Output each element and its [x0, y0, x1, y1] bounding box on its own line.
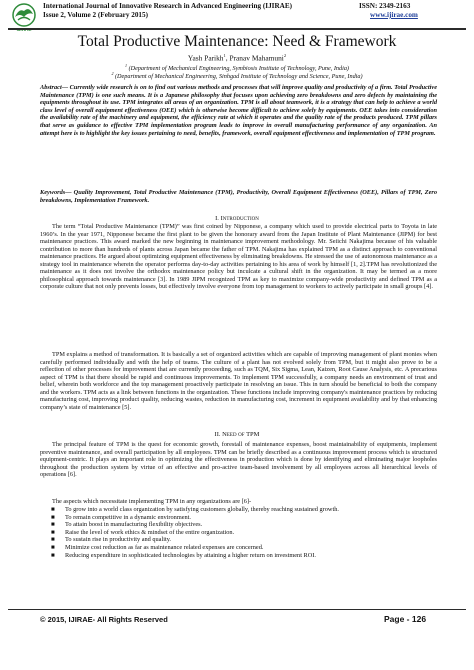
affiliation-2: [0, 71, 474, 80]
paper-authors: [0, 53, 474, 62]
author-2: , Pranav Mahamuni: [225, 53, 284, 63]
affiliation-2-mark: 2: [111, 71, 114, 76]
affiliation-1-mark: 1: [125, 63, 128, 68]
list-item: ■ To grow into a world class organization by satisfying customers globally, thereby reaching sustained growth.: [51, 506, 339, 513]
abstract: Abstract— Currently wide research is on to find out various methods and processes that will improve quality and productivity of a firm. Total Productive Maintenance (TPM) is one such means. It is a Japanese philosophy that focuses upon achieving zero breakdowns and zero defects by maintaining the equipments throughout its use. TPM integrates all areas of an organization. TPM is all about teamwork, it is a strategy that can help to achieve a world class level of overall equipment effectiveness (OEE) which is otherwise become difficult to achieve solely by equipments. OEE takes into consideration the availability rate of the machinery and equipment, the efficiency rate at which it operates and the quality rate of the products produced. TPM pillars that serve as guidance to effective TPM implementation program leads to improve in overall manufacturing performance of any organization. An attempt here is to highlight the key issues pertaining to need, benefits, framework, overall equipment effectiveness and implementation of TPM program.: [40, 84, 437, 137]
need-paragraph-1: The principal feature of TPM is the quest for economic growth, forestall of maintenance expenses, boost maintainability of equipments, implement preventive maintenance, and overall participation by all employees. TPM can be briefly described as a continuous improvement process which is structured equipment-centric. It plays an important role in optimizing the effectiveness in production which is done by identifying and eliminating major loopholes throughout the production system by virtue of an effective and pro-active team-based involvement by all employees across all hierarchical levels of operations [6].: [40, 441, 437, 479]
bullet-icon: ■: [51, 551, 55, 559]
affiliation-1-text: (Department of Mechanical Engineering, Symbiosis Institute of Technology, Pune, India): [127, 65, 349, 73]
list-item: ■ To attain boost in manufacturing flexibility objectives.: [51, 521, 203, 529]
bullet-icon: ■: [51, 521, 55, 529]
journal-website-link[interactable]: www.ijirae.com: [370, 11, 418, 19]
bullet-icon: ■: [51, 506, 55, 513]
intro-paragraph-1: The term “Total Productive Maintenance (TPM)” was first coined by Nipponese, a company which used to provide electrical parts to Toyota in late 1960’s. In the year 1971, Nipponese became the first plant to be given the honorary award from the Japan Institute of Plant Maintenance (JIPM) for best maintenance practices. This award marked the new beginning in maintenance improvement methodology. Mr. Seiichi Nakajima because of his valuable contribution to more than hundreds of plants across Japan became the father of TPM. Nakajima has explained TPM as a distinct approach to conventional maintenance practices. He argued about optimizing equipment effectiveness by eliminating breakdowns. He stressed the use of autonomous maintenance as a strategy tool in maintenance wherein the operator performs day-to-day activities pertaining to his area of work by himself [1, 2].TPM has revolutionized the maintenance as it does not involve the orthodox maintenance policy but inculcate a cultural shift in the organization. It may be termed as a more philosophical approach towards maintenance [3]. In 1989 JIPM recognized TPM as key to maximize company-wide productivity and defined TPM as a corporate culture that not only prevents losses, but effectively involve everyone from top management to workers to actively participate in small groups [4].: [40, 223, 437, 291]
section-2-number: II.: [214, 431, 223, 438]
section-heading-introduction: [0, 215, 474, 222]
list-item: ■ To remain competitive in a dynamic environment.: [51, 513, 191, 521]
keywords: Keywords— Quality Improvement, Total Productive Maintenance (TPM), Productivity, Overall Equipment Effectiveness (OEE), Pillars of TPM, Zero breakdowns, Implementation Framework.: [40, 189, 437, 204]
journal-name: International Journal of Innovative Research in Advanced Engineering (IJIRAE): [43, 2, 293, 10]
author-1: Yash Parikh: [187, 53, 224, 63]
page-number: Page - 126: [384, 614, 427, 624]
need-paragraph-lead: The aspects which necessitate implementing TPM in any organizations are [6]-: [52, 498, 252, 505]
affiliation-2-text: (Department of Mechanical Engineering, Sinhgad Institute of Technology and Science, Pune, India): [113, 73, 363, 81]
bullet-icon: ■: [51, 528, 55, 536]
list-item: ■ Reducing expenditure in sophisticated technologies by attaining a higher return on investment ROI.: [51, 551, 316, 559]
paper-title: Total Productive Maintenance: Need & Framework: [77, 33, 397, 50]
author-2-mark: 2: [283, 53, 287, 58]
bullet-icon: ■: [51, 536, 55, 544]
section-1-number: I.: [215, 215, 221, 222]
section-2-title: Need of TPM: [222, 431, 260, 438]
issue-info: Issue 2, Volume 2 (February 2015): [43, 11, 149, 19]
need-bullet-list: [40, 506, 437, 559]
copyright-notice: © 2015, IJIRAE- All Rights Reserved: [40, 615, 168, 624]
list-item: ■ Minimize cost reduction as far as maintenance related expenses are concerned.: [51, 543, 264, 551]
list-item: ■ To sustain rise in productivity and quality.: [51, 536, 172, 544]
issn-number: ISSN: 2349-2163: [359, 2, 411, 10]
header-divider: [8, 28, 466, 30]
bullet-icon: ■: [51, 543, 55, 551]
section-heading-need-of-tpm: [0, 431, 474, 438]
list-item: ■ Raise the level of work ethics & mindset of the entire organization.: [51, 528, 235, 536]
bullet-icon: ■: [51, 513, 55, 521]
footer-divider: [8, 609, 466, 610]
intro-paragraph-2: TPM explains a method of transformation. It is basically a set of organized activities which are capable of improving management of plant monies when carefully performed individually and with the help of teams. The culture of a plant has not evolved solely from TPM, but it might also prove to be a reflection of other processes for improvement that are currently proceeding, such as TQM, Six Sigma, Lean, Kaizen, Root Cause Analysis, etc. A precarious aspect of TPM is that there should be rapid and continuous improvements. To implement TPM successfully, a company needs an environment of trust and belief, wherein both workforce and the top management proactively participate in resolving an issue. This in turn should be beneficial to both the company and the workers. TPM acts as a link between functions in the organization. These functions include improving company's maintenance practices by reducing manufacturing cost, improving product quality, reducing wastes, reduction in manufacturing cost, increment in equipment availability and by that enhancing company’s state of maintenance [5].: [40, 351, 437, 411]
author-1-mark: 1: [223, 53, 226, 58]
section-1-title: Introduction: [220, 215, 259, 222]
